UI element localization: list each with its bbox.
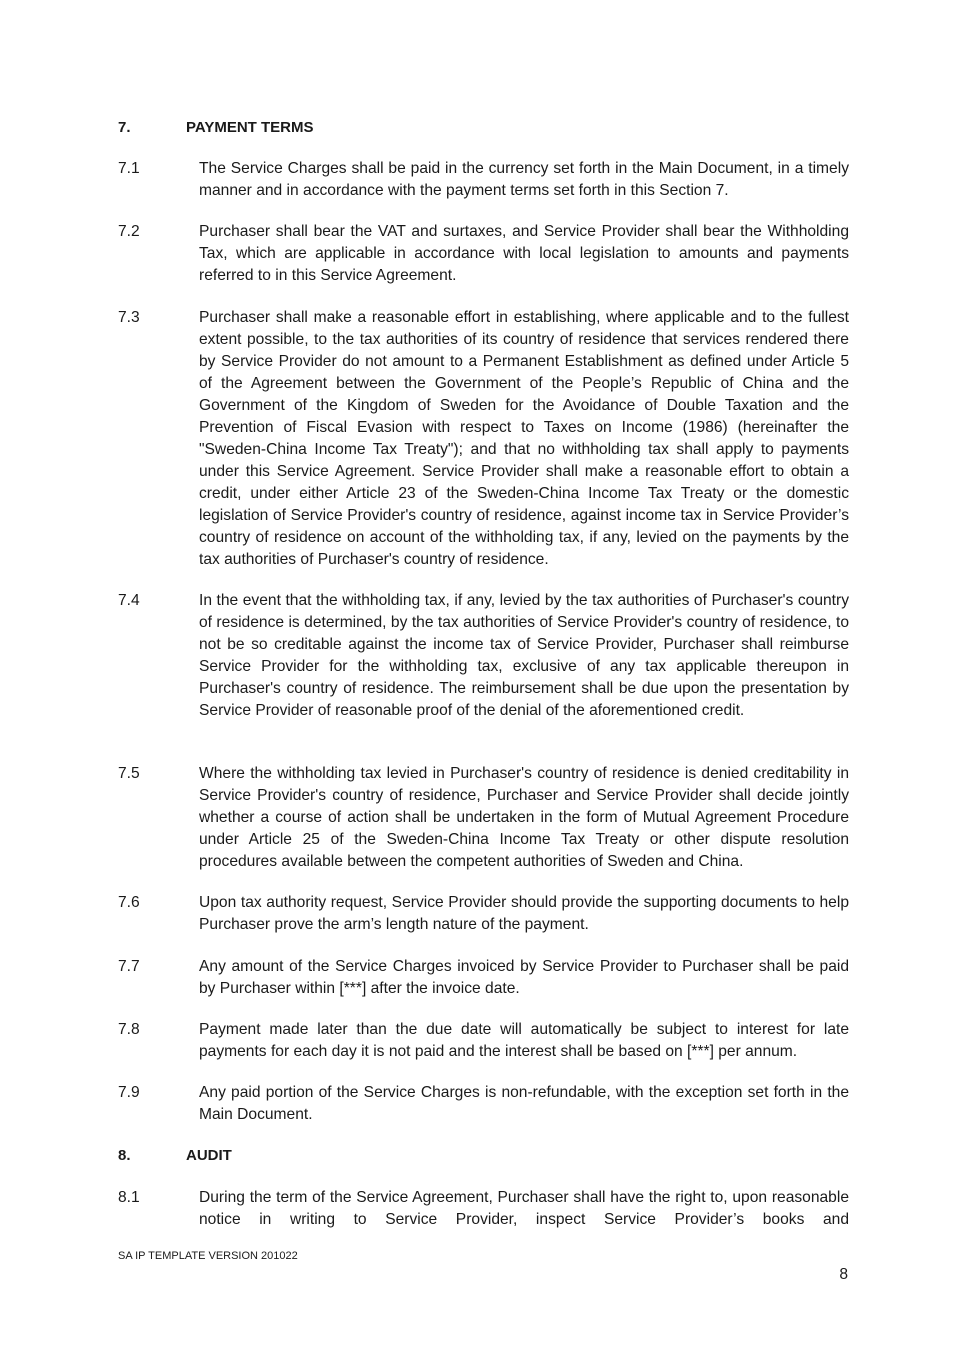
clause-7-5 — [118, 763, 849, 873]
clause-text: Purchaser shall make a reasonable effort in establishing, where applicable and to the fullest extent possible, to the tax authorities of its country of residence that services rendered there by Service Provider do not amount to a Permanent Establishment as defined under Article 5 of the Agreement between the Government of the People’s Republic of China and the Government of the Kingdom of Sweden for the Avoidance of Double Taxation and the Prevention of Fiscal Evasion with respect to Taxes on Income (1986) (hereinafter the "Sweden-China Income Tax Treaty"); and that no withholding tax shall apply to payments under this Service Agreement. Service Provider shall make a reasonable effort to obtain a credit, under either Article 23 of the Sweden-China Income Tax Treaty or the domestic legislation of Service Provider's country of residence, against income tax in Service Provider’s country of residence on account of the withholding tax, if any, levied on the payments by the tax authorities of Purchaser's country of residence. — [199, 309, 849, 568]
clause-7-3 — [118, 307, 849, 571]
clause-8-1 — [118, 1187, 849, 1231]
clause-text: Purchaser shall bear the VAT and surtaxes, and Service Provider shall bear the Withholding Tax, which are applicable in accordance with local legislation to amounts and payments referred to in this Service Agreement. — [199, 223, 849, 284]
clause-7-1 — [118, 158, 849, 202]
clause-number: 7.9 — [118, 1084, 140, 1101]
section-number: 8. — [118, 1147, 131, 1164]
clause-text: Upon tax authority request, Service Provider should provide the supporting documents to help Purchaser prove the arm’s length nature of the payment. — [199, 894, 849, 933]
clause-7-8 — [118, 1019, 849, 1063]
page-number: 8 — [839, 1266, 848, 1283]
section-title: AUDIT — [186, 1147, 232, 1164]
clause-text: Any paid portion of the Service Charges is non-refundable, with the exception set forth in the Main Document. — [199, 1084, 849, 1123]
clause-7-4 — [118, 590, 849, 722]
clause-number: 7.2 — [118, 223, 140, 240]
section-number: 7. — [118, 119, 131, 136]
footer-template-version: SA IP TEMPLATE VERSION 201022 — [118, 1250, 298, 1262]
clause-7-2 — [118, 221, 849, 287]
clause-number: 7.7 — [118, 958, 140, 975]
clause-text: Payment made later than the due date will automatically be subject to interest for late payments for each day it is not paid and the interest shall be based on [***] per annum. — [199, 1021, 849, 1060]
clause-text: During the term of the Service Agreement, Purchaser shall have the right to, upon reasonable notice in writing to Service Provider, inspect Service Provider’s books and — [199, 1189, 849, 1228]
clause-number: 7.1 — [118, 160, 140, 177]
clause-number: 7.3 — [118, 309, 140, 326]
section-title: PAYMENT TERMS — [186, 119, 314, 136]
clause-text: The Service Charges shall be paid in the currency set forth in the Main Document, in a timely manner and in accordance with the payment terms set forth in this Section 7. — [199, 160, 849, 199]
clause-number: 7.5 — [118, 765, 140, 782]
clause-number: 7.6 — [118, 894, 140, 911]
clause-number: 7.8 — [118, 1021, 140, 1038]
clause-text: In the event that the withholding tax, if any, levied by the tax authorities of Purchaser's country of residence is determined, by the tax authorities of Service Provider's country of residence, to not be so creditable against the income tax of Service Provider, Purchaser shall reimburse Service Provider for the withholding tax, exclusive of any tax applicable thereupon in Purchaser's country of residence. The reimbursement shall be due upon the presentation by Service Provider of reasonable proof of the denial of the aforementioned credit. — [199, 592, 849, 719]
clause-number: 7.4 — [118, 592, 140, 609]
clause-7-9 — [118, 1082, 849, 1126]
clause-7-6 — [118, 892, 849, 936]
clause-text: Where the withholding tax levied in Purchaser's country of residence is denied creditability in Service Provider's country of residence, Purchaser and Service Provider shall decide jointly whether a course of action shall be undertaken in the form of Mutual Agreement Procedure under Article 25 of the Sweden-China Income Tax Treaty or other dispute resolution procedures available between the competent authorities of Sweden and China. — [199, 765, 849, 870]
clause-text: Any amount of the Service Charges invoiced by Service Provider to Purchaser shall be paid by Purchaser within [***] after the invoice date. — [199, 958, 849, 997]
clause-number: 8.1 — [118, 1189, 140, 1206]
clause-7-7 — [118, 956, 849, 1000]
